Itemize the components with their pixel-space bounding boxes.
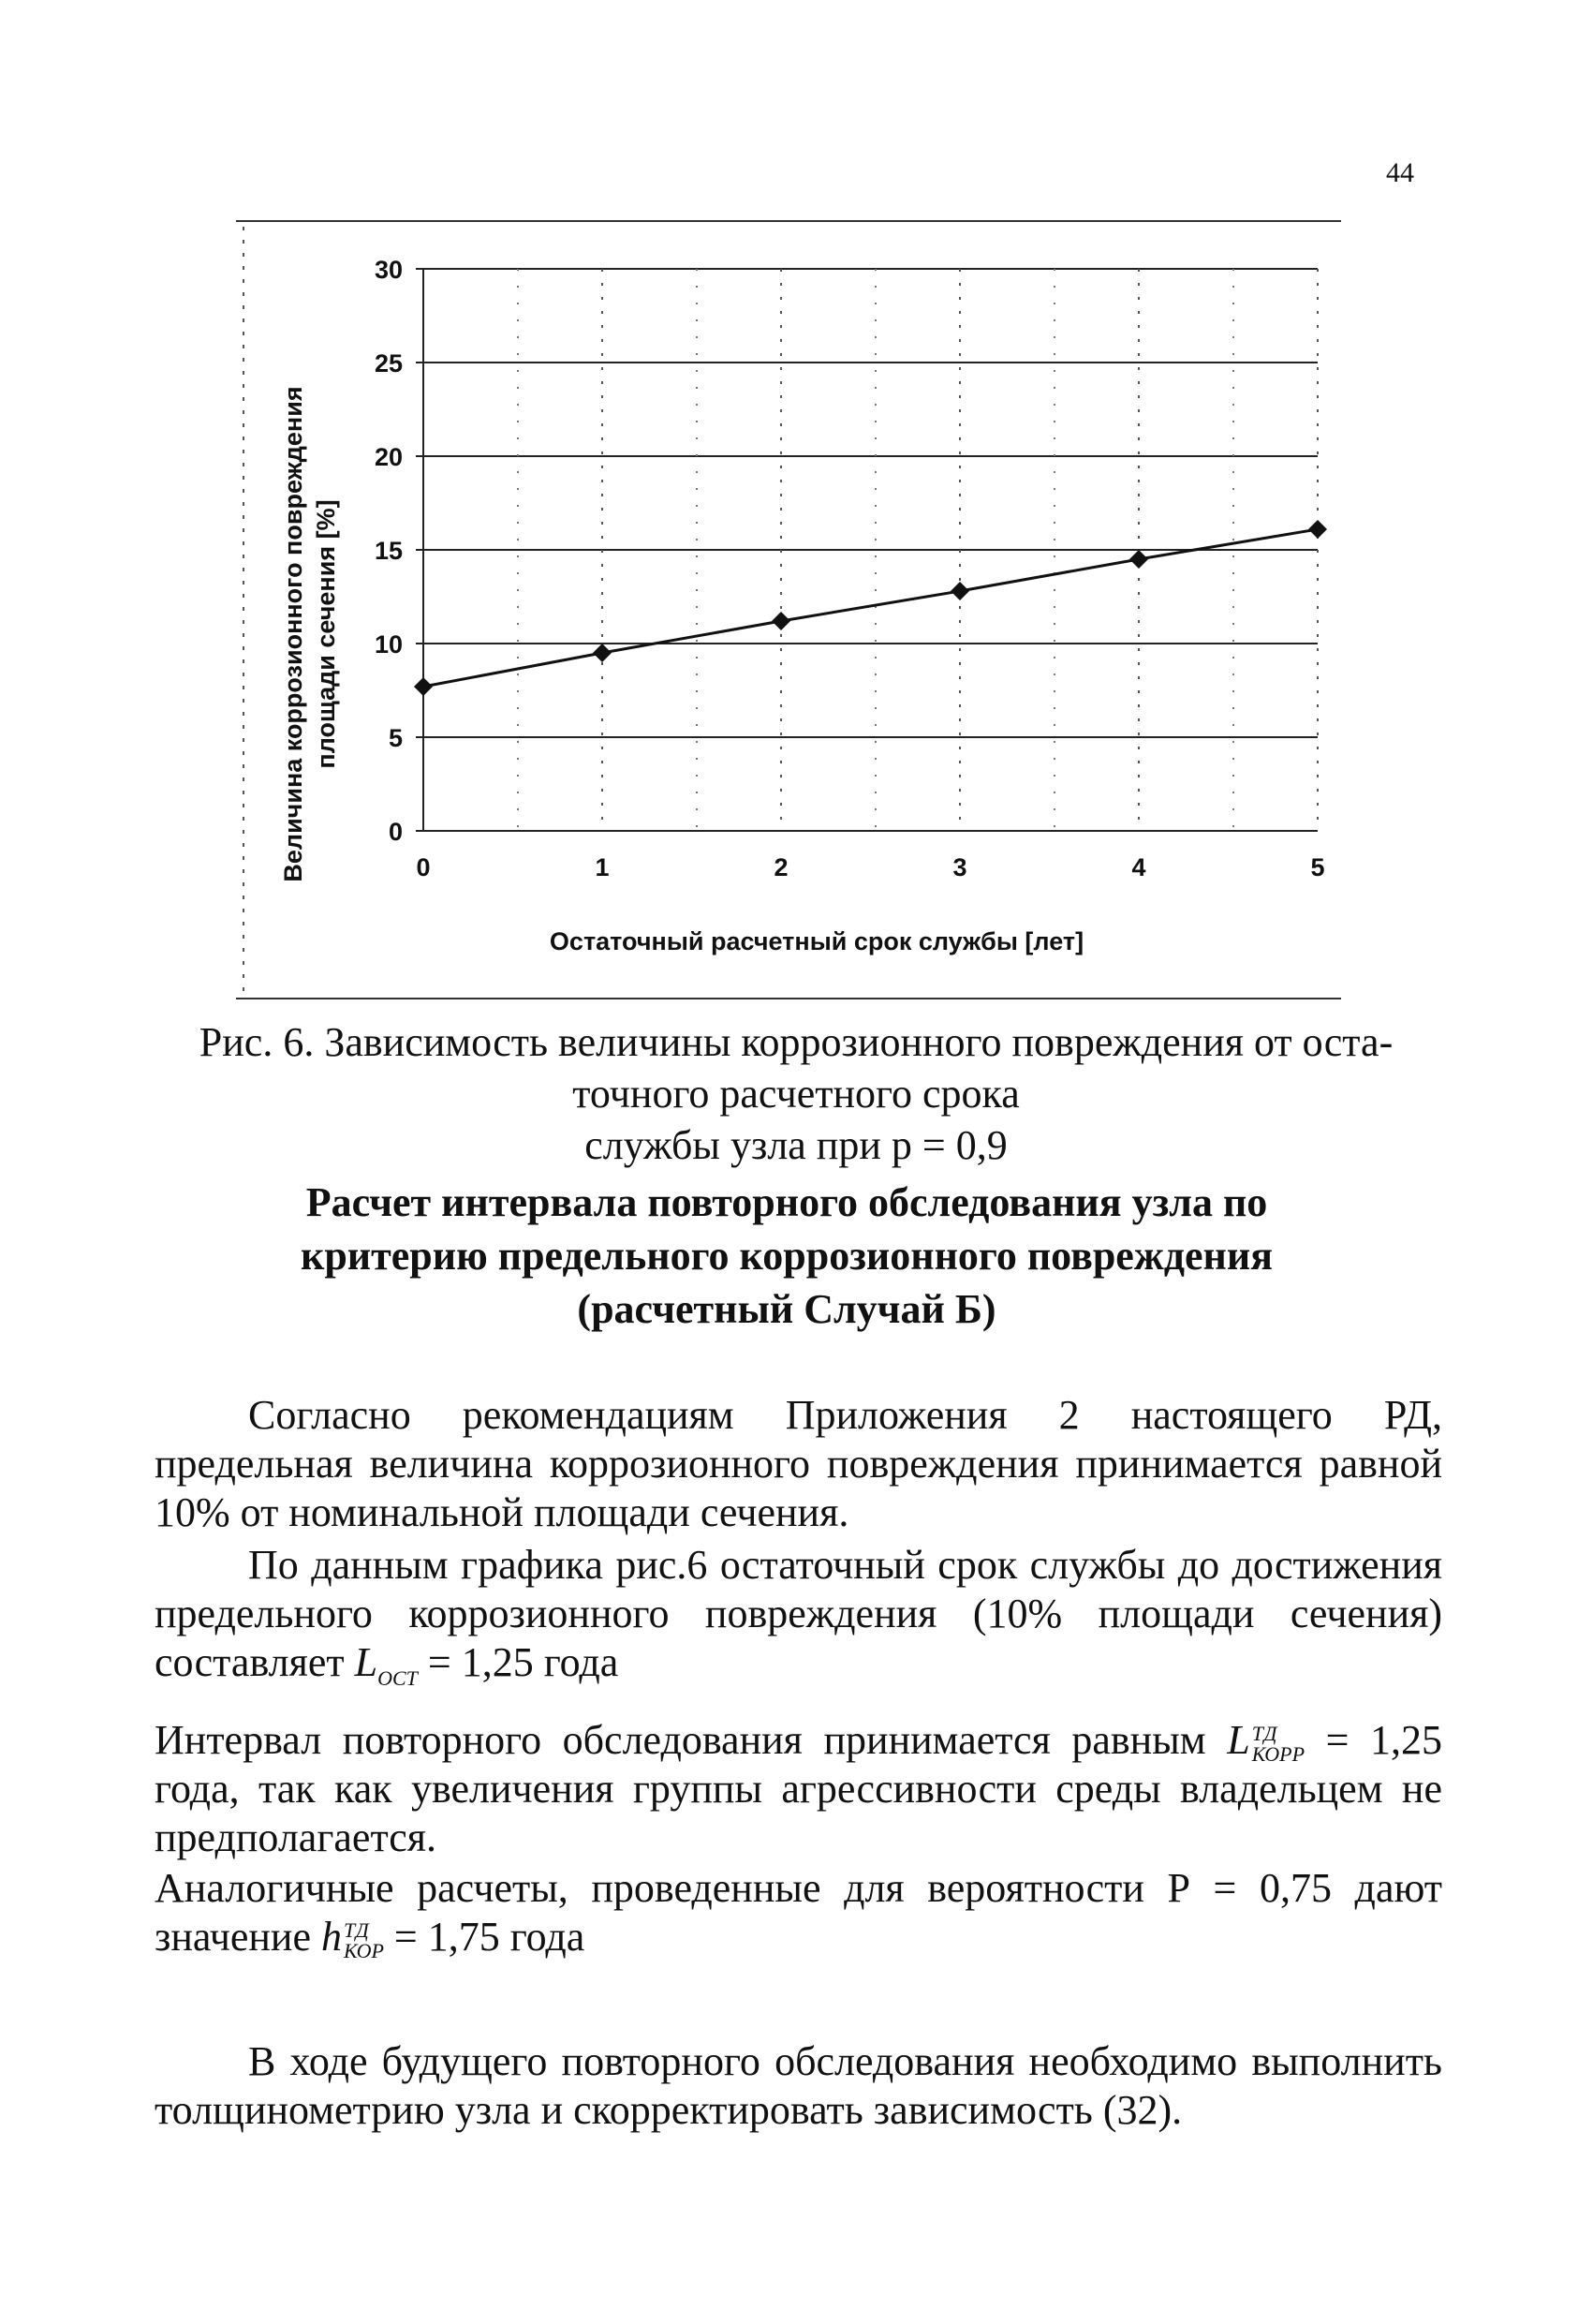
formula-l-korr-value: = 1,25: [1305, 1717, 1442, 1763]
y-tick-label: 0: [388, 818, 403, 846]
series-layer: [414, 520, 1327, 696]
formula-l-ost-value: = 1,25: [417, 1639, 534, 1685]
axis-layer: [375, 256, 1325, 881]
data-point-marker: [414, 677, 433, 696]
paragraph-4-unit: года: [509, 1914, 585, 1960]
formula-h-kor-symbol: h: [320, 1914, 342, 1960]
x-tick-label: 3: [952, 853, 967, 881]
caption-line-3: службы узла при р = 0,9: [584, 1122, 1008, 1168]
data-point-marker: [951, 582, 969, 600]
formula-h-kor: [321, 1914, 500, 1960]
y-tick-label: 15: [374, 537, 403, 565]
data-point-marker: [772, 612, 790, 630]
figure-6-chart: [236, 217, 1341, 1004]
figure-caption: [150, 1016, 1442, 1171]
section-heading: [169, 1176, 1405, 1336]
formula-l-ost: [354, 1639, 534, 1690]
formula-l-ost-subscript: ОСТ: [377, 1665, 418, 1690]
formula-h-kor-value: = 1,75: [383, 1914, 500, 1960]
caption-line-1: Рис. 6. Зависимость величины коррозионного повреждения от оста-: [199, 1019, 1394, 1065]
paragraph-2-text: По данным графика рис.6 остаточный срок службы до достижения предельного коррозионного повреждения (10% площади сечения) составляет: [155, 1542, 1442, 1685]
data-point-marker: [1308, 520, 1327, 539]
page-number: 44: [1386, 157, 1414, 188]
formula-l-korr-subscript: КОРР: [1251, 1741, 1305, 1766]
y-tick-label: 5: [388, 724, 403, 752]
paragraph-2-unit: года: [543, 1639, 619, 1685]
heading-line-3: (расчетный Случай Б): [577, 1286, 996, 1332]
x-tick-label: 5: [1310, 853, 1325, 881]
formula-l-ost-symbol: L: [354, 1639, 378, 1685]
caption-line-2: точного расчетного срока: [572, 1071, 1020, 1117]
data-point-marker: [1129, 550, 1148, 569]
data-point-marker: [593, 644, 612, 662]
y-tick-label: 20: [374, 443, 403, 471]
paragraph-5: В ходе будущего повторного обследования необходимо выполнить толщинометрию узла и скорректировать зависимость (32).: [155, 2038, 1442, 2133]
paragraph-2: [155, 1541, 1442, 1703]
y-axis-label-line2: площади сечения [%]: [312, 499, 340, 769]
x-tick-label: 1: [595, 853, 610, 881]
paragraph-3-text: Интервал повторного обследования принимается равным: [155, 1717, 1206, 1763]
y-tick-label: 10: [374, 630, 403, 659]
formula-h-kor-subscript: КОР: [343, 1938, 384, 1962]
formula-h-kor-superscript: ТД: [343, 1917, 369, 1942]
y-tick-label: 25: [374, 349, 403, 377]
x-tick-label: 0: [416, 853, 431, 881]
formula-l-korr: [1227, 1717, 1442, 1766]
y-tick-label: 30: [374, 256, 403, 284]
x-tick-label: 4: [1131, 853, 1146, 881]
paragraph-3: [155, 1716, 1442, 1862]
chart-svg: [236, 217, 1341, 1004]
grid-layer: [423, 269, 1318, 831]
formula-l-korr-symbol: L: [1227, 1717, 1250, 1763]
paragraph-4: [155, 1864, 1442, 1961]
heading-line-1: Расчет интервала повторного обследования узла по: [305, 1179, 1268, 1225]
paragraph-1: Согласно рекомендациям Приложения 2 настоящего РД, предельная величина коррозионного повреждения принимается равной 10% от номинальной площади сечения.: [155, 1392, 1442, 1535]
paragraph-4-text: Аналогичные расчеты, проведенные для вероятности Р = 0,75 дают значение: [155, 1865, 1442, 1960]
paragraph-3-rest: года, так как увеличения группы агрессивности среды владельцем не предполагается.: [155, 1766, 1442, 1860]
y-axis-label-line1: Величина коррозионного повреждения: [279, 386, 307, 882]
x-axis-label: Остаточный расчетный срок службы [лет]: [549, 927, 1084, 955]
x-tick-label: 2: [774, 853, 789, 881]
series-line: [423, 529, 1318, 687]
formula-l-korr-superscript: ТД: [1251, 1721, 1277, 1745]
heading-line-2: критерию предельного коррозионного повреждения: [300, 1233, 1274, 1279]
